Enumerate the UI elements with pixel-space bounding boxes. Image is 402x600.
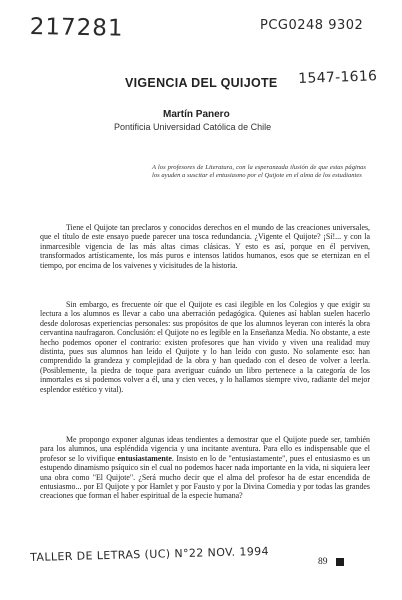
author-name: Martín Panero [163,109,230,120]
handwritten-catalog-number: 217281 [29,14,124,42]
page-number: 89 [318,557,328,567]
handwritten-journal-reference: TALLER DE LETRAS (UC) N°22 NOV. 1994 [30,544,270,564]
handwritten-dates: 1547-1616 [298,68,378,87]
paragraph-3-text-start: Me propongo exponer algunas ideas tendientes a demostrar que el Quijote puede ser, también para los alumnos, una espléndida vigencia y una incitante aventura. Para ello es indispensable que el profesor se lo vivifique [40,435,370,463]
author-affiliation: Pontificia Universidad Católica de Chile [114,122,272,132]
body-paragraph-1: Tiene el Quijote tan preclaros y conocidos derechos en el mundo de las creaciones universales, que el título de este ensayo puede parecer una tosca redundancia. ¿Vigente el Quijote? ¡Sí!... y con la inmarcesible vigencia de las más altas cimas clásicas. Y esto es así, porque en él perviven, transformados artísticamente, los más puros e intensos latidos humanos, esos que se eternizan en el tiempo, por encima de los vaivenes y vicisitudes de la historia. [40,223,370,270]
emphasized-word: entusiastamente [117,453,172,463]
body-paragraph-2: Sin embargo, es frecuente oír que el Quijote es casi ilegible en los Colegios y que exigir su lectura a los alumnos es llevar a cabo una aberración pedagógica. Quienes así hablan suelen hacerlo desde dolorosas experiencias personales: sus propósitos de que los alumnos leyeran con interés la obra cervantina naufragaron. Conclusión: el Quijote no es legible en la Enseñanza Media. No obstante, a este hecho podemos oponer el contrario: existen profesores que han vivido y viven una realidad muy distinta, pues sus alumnos han leído el Quijote y lo han leído con gusto. No solamente eso: han comprendido la grandeza y complejidad de la obra y han quedado con el deseo de volver a leerla. (Posiblemente, la piedra de toque para averiguar cuándo un libro pertenece a la categoría de los inmortales es si podemos volver a él, una y cien veces, y lo hallamos siempre vivo, radiante del mejor esplendor estético y vital). [40,300,370,394]
dedication: A los profesores de Literatura, con la esperanzada ilusión de que estas páginas los ayuden a suscitar el entusiasmo por el Quijote en el alma de los estudiantes [152,164,366,180]
paragraph-3-text-end: . Insisto en lo de "entusiastamente", pues el entusiasmo es un estupendo dinamismo psíquico sin el cual no podemos hacer nada importante en la vida, ni siquiera leer una obra como "El Quijote". ¿Será mucho decir que el alma del profesor ha de estar encendida de entusiasmo... por El Quijote y por Hamlet y por Fausto y por la Divina Comedia y por todas las grandes creaciones que forman el haber espiritual de la especie humana? [40,453,370,501]
body-paragraph-3 [40,435,370,501]
end-square-mark [336,558,344,566]
handwritten-call-number: PCG0248 9302 [260,18,364,33]
article-title: VIGENCIA DEL QUIJOTE [125,76,278,90]
